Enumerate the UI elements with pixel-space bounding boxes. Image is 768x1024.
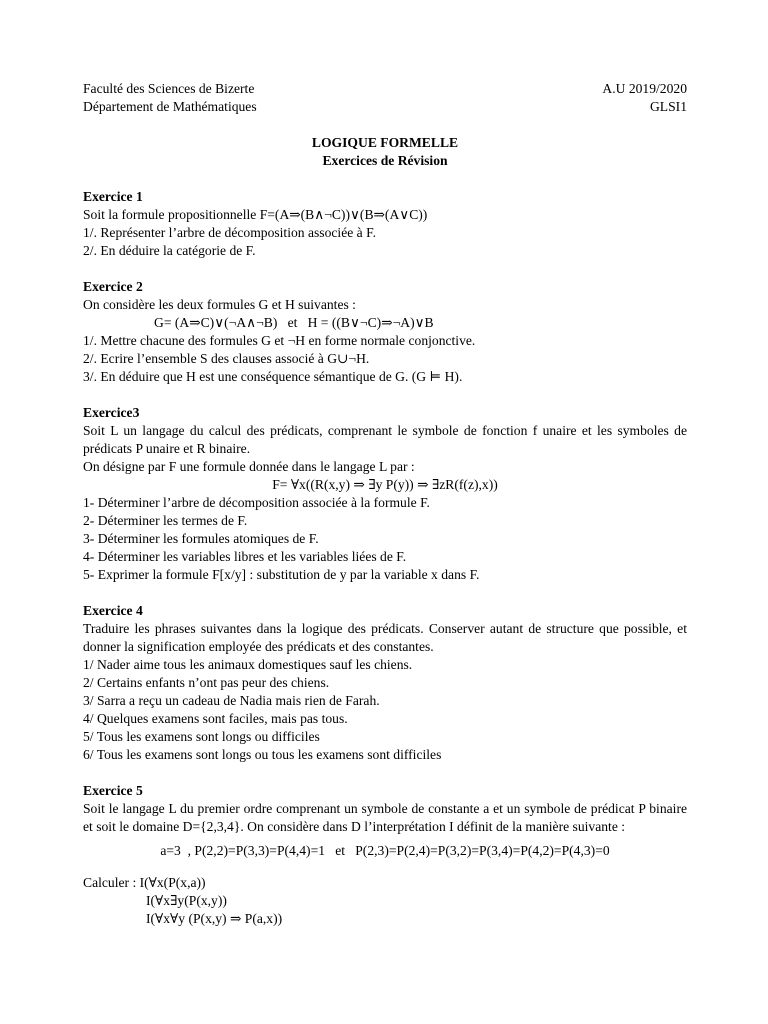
class-name: GLSI1 bbox=[649, 99, 687, 114]
exercise-title: Exercice 5 bbox=[83, 783, 143, 798]
document-titles bbox=[83, 134, 687, 170]
department-name: Département de Mathématiques bbox=[83, 99, 257, 114]
exercise-title: Exercice3 bbox=[83, 405, 140, 420]
document-page bbox=[83, 80, 687, 928]
exercise-line: 2/. Ecrire l’ensemble S des clauses associé à G∪¬H. bbox=[83, 351, 370, 366]
exercise-line: 4- Déterminer les variables libres et les variables liées de F. bbox=[83, 549, 407, 564]
exercise-line: 3/. En déduire que H est une conséquence sémantique de G. (G ⊨ H). bbox=[83, 369, 463, 384]
exercise-line: 2/ Certains enfants n’ont pas peur des chiens. bbox=[83, 675, 330, 690]
exercise-1 bbox=[83, 188, 687, 260]
academic-year: A.U 2019/2020 bbox=[602, 81, 687, 96]
header-right bbox=[602, 80, 687, 116]
header-left bbox=[83, 80, 257, 116]
exercise-formula: G= (A⇒C)∨(¬A∧¬B) et H = ((B∨¬C)⇒¬A)∨B bbox=[154, 315, 434, 330]
exercise-line: 5- Exprimer la formule F[x/y] : substitution de y par la variable x dans F. bbox=[83, 567, 480, 582]
calc-item: I(∀x(P(x,a)) bbox=[139, 875, 206, 890]
exercise-title: Exercice 2 bbox=[83, 279, 143, 294]
exercise-intro: Soit le langage L du premier ordre comprenant un symbole de constante a et un symbole de prédicat P binaire et soit le domaine D={2,3,4}. On considère dans D l’interprétation I définit de la manière suivante : bbox=[83, 801, 687, 834]
exercise-line: 5/ Tous les examens sont longs ou difficiles bbox=[83, 729, 320, 744]
exercise-line: 3- Déterminer les formules atomiques de F. bbox=[83, 531, 319, 546]
exercise-line: 3/ Sarra a reçu un cadeau de Nadia mais rien de Farah. bbox=[83, 693, 380, 708]
exercise-line: 1/. Représenter l’arbre de décomposition associée à F. bbox=[83, 225, 376, 240]
exercise-5 bbox=[83, 782, 687, 928]
exercise-title: Exercice 4 bbox=[83, 603, 143, 618]
exercise-intro: Traduire les phrases suivantes dans la logique des prédicats. Conserver autant de structure que possible, et donner la signification employée des prédicats et des constantes. bbox=[83, 621, 687, 654]
exercise-line: Soit la formule propositionnelle F=(A⇒(B∧¬C))∨(B⇒(A∨C)) bbox=[83, 207, 428, 222]
calc-item: I(∀x∀y (P(x,y) ⇒ P(a,x)) bbox=[146, 911, 283, 926]
calc-block bbox=[83, 874, 687, 928]
exercise-2 bbox=[83, 278, 687, 386]
exercise-line: 1/. Mettre chacune des formules G et ¬H en forme normale conjonctive. bbox=[83, 333, 476, 348]
exercise-intro: On considère les deux formules G et H suivantes : bbox=[83, 297, 356, 312]
faculty-name: Faculté des Sciences de Bizerte bbox=[83, 81, 255, 96]
calc-item: I(∀x∃y(P(x,y)) bbox=[146, 893, 227, 908]
exercise-line: 1- Déterminer l’arbre de décomposition associée à la formule F. bbox=[83, 495, 430, 510]
exercise-intro: Soit L un langage du calcul des prédicats, comprenant le symbole de fonction f unaire et les symboles de prédicats P unaire et R binaire. bbox=[83, 423, 687, 456]
exercise-line: 4/ Quelques examens sont faciles, mais pas tous. bbox=[83, 711, 348, 726]
calc-label: Calculer : bbox=[83, 875, 140, 890]
exercise-3 bbox=[83, 404, 687, 584]
exercise-4 bbox=[83, 602, 687, 764]
document-title: LOGIQUE FORMELLE bbox=[311, 135, 459, 150]
exercise-title: Exercice 1 bbox=[83, 189, 143, 204]
exercise-line: 2/. En déduire la catégorie de F. bbox=[83, 243, 256, 258]
exercise-formula: a=3 , P(2,2)=P(3,3)=P(4,4)=1 et P(2,3)=P(2,4)=P(3,2)=P(3,4)=P(4,2)=P(4,3)=0 bbox=[160, 843, 610, 858]
exercise-intro-2: On désigne par F une formule donnée dans le langage L par : bbox=[83, 459, 415, 474]
exercise-line: 6/ Tous les examens sont longs ou tous les examens sont difficiles bbox=[83, 747, 442, 762]
exercise-line: 1/ Nader aime tous les animaux domestiques sauf les chiens. bbox=[83, 657, 413, 672]
exercise-formula: F= ∀x((R(x,y) ⇒ ∃y P(y)) ⇒ ∃zR(f(z),x)) bbox=[272, 477, 498, 492]
exercise-line: 2- Déterminer les termes de F. bbox=[83, 513, 248, 528]
document-header bbox=[83, 80, 687, 116]
document-subtitle: Exercices de Révision bbox=[322, 153, 448, 168]
